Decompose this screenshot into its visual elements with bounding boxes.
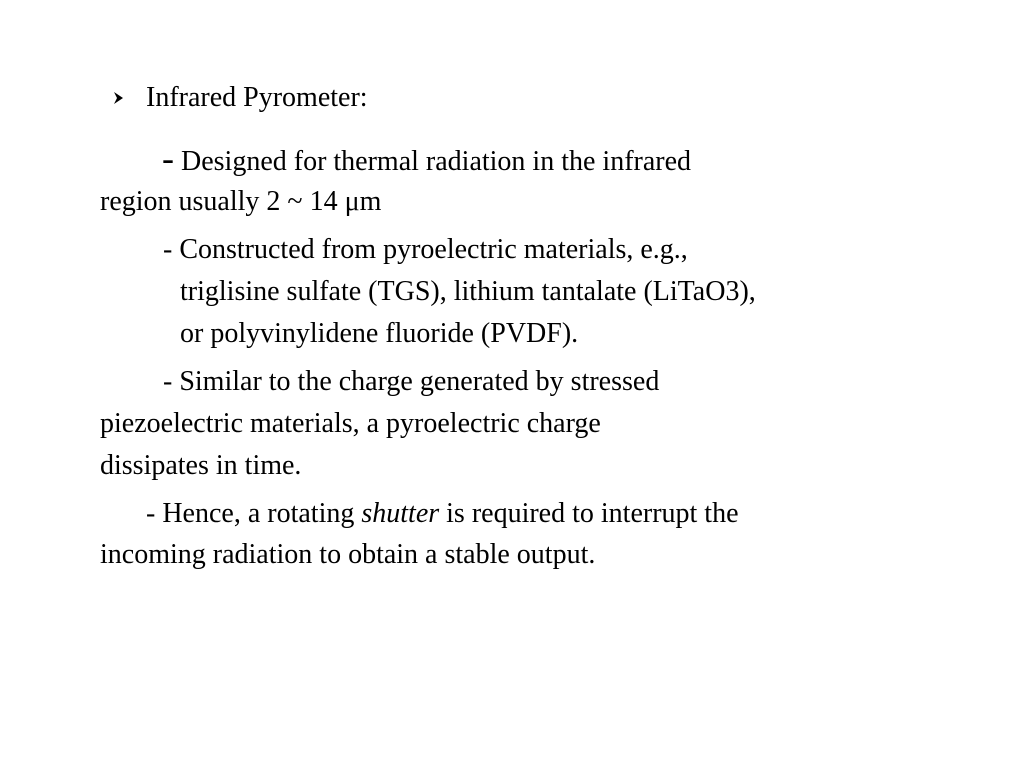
paragraph-1-line-1: [162, 138, 692, 178]
paragraph-4-text-before: - Hence, a rotating: [146, 498, 362, 529]
paragraph-4-text-after: is required to interrupt the: [439, 498, 739, 529]
paragraph-1-dash: -: [162, 138, 174, 178]
paragraph-2-line-1: - Constructed from pyroelectric materials, e.g.,: [163, 234, 688, 265]
paragraph-3-line-1: - Similar to the charge generated by stressed: [163, 366, 660, 397]
paragraph-4-italic-shutter: shutter: [361, 498, 440, 529]
paragraph-3-line-3: dissipates in time.: [100, 450, 302, 481]
paragraph-4-line-1: [146, 498, 739, 530]
paragraph-3-line-2: piezoelectric materials, a pyroelectric charge: [100, 408, 601, 439]
arrowhead-bullet-icon: [112, 88, 126, 108]
paragraph-1-line-1-text: Designed for thermal radiation in the infrared: [174, 146, 692, 177]
paragraph-2-line-3: or polyvinylidene fluoride (PVDF).: [180, 318, 579, 349]
slide-heading: Infrared Pyrometer:: [146, 82, 368, 113]
paragraph-4-line-2: incoming radiation to obtain a stable output.: [100, 539, 596, 570]
paragraph-2-line-2: triglisine sulfate (TGS), lithium tantalate (LiTaO3),: [180, 276, 756, 307]
paragraph-1-line-2: region usually 2 ~ 14 μm: [100, 186, 382, 217]
